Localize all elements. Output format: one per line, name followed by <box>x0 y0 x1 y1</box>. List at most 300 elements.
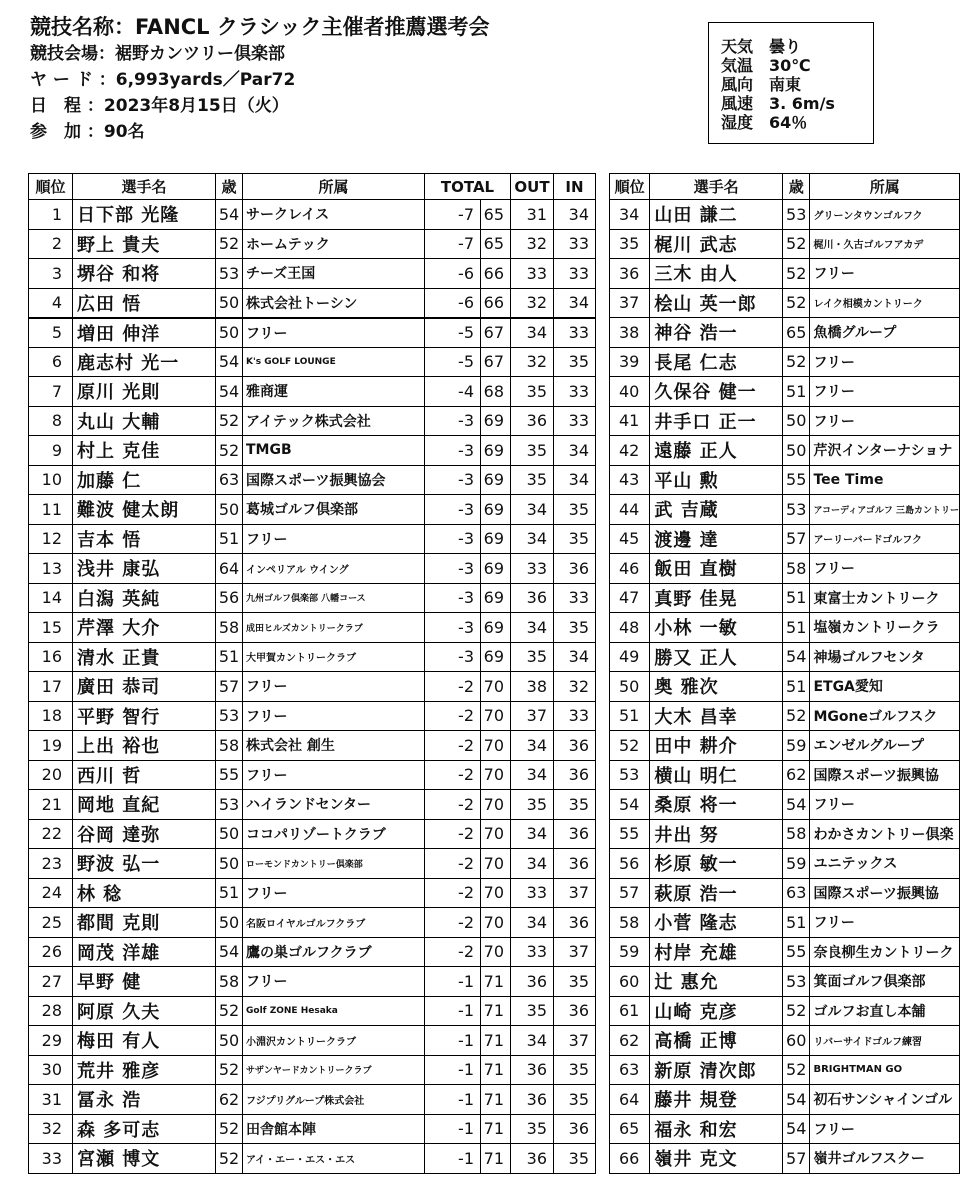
player-name: 林 稔 <box>73 878 216 908</box>
total-strokes: 70 <box>481 731 511 761</box>
competition-title: 競技名称：FANCL クラシック主催者推薦選考会 <box>30 15 490 39</box>
out-score: 36 <box>511 583 554 613</box>
total-score: -2 <box>425 908 481 938</box>
table-row <box>610 1026 960 1056</box>
age: 62 <box>782 760 809 790</box>
affiliation: 芹沢インターナショナ <box>810 436 960 466</box>
out-score: 34 <box>511 495 554 525</box>
affiliation: 神場ゴルフセンタ <box>810 642 960 672</box>
rank: 3 <box>29 259 73 289</box>
total-score: -1 <box>425 996 481 1026</box>
table-row <box>29 465 596 495</box>
col-affiliation: 所属 <box>243 174 425 200</box>
player-name: 真野 佳晃 <box>650 583 783 613</box>
out-score: 36 <box>511 1144 554 1174</box>
age: 52 <box>782 347 809 377</box>
player-name: 梅田 有人 <box>73 1026 216 1056</box>
rank: 9 <box>29 436 73 466</box>
age: 51 <box>782 583 809 613</box>
in-score: 36 <box>554 849 596 879</box>
age: 53 <box>782 200 809 230</box>
table-row <box>29 229 596 259</box>
table-row <box>29 731 596 761</box>
age: 52 <box>216 1114 243 1144</box>
total-strokes: 71 <box>481 1055 511 1085</box>
total-strokes: 68 <box>481 377 511 407</box>
in-score: 35 <box>554 1055 596 1085</box>
out-score: 32 <box>511 229 554 259</box>
affiliation: Golf ZONE Hesaka <box>243 996 425 1026</box>
player-name: 嶺井 克文 <box>650 1144 783 1174</box>
table-row <box>610 613 960 643</box>
weather-condition: 天気 曇り <box>721 37 802 56</box>
rank: 55 <box>610 819 650 849</box>
table-row <box>610 1114 960 1144</box>
player-name: 小菅 隆志 <box>650 908 783 938</box>
in-score: 35 <box>554 613 596 643</box>
affiliation: フリー <box>243 672 425 702</box>
age: 52 <box>782 996 809 1026</box>
total-score: -3 <box>425 613 481 643</box>
player-name: 野上 貴夫 <box>73 229 216 259</box>
total-strokes: 69 <box>481 436 511 466</box>
total-strokes: 71 <box>481 1026 511 1056</box>
rank: 53 <box>610 760 650 790</box>
total-score: -1 <box>425 1144 481 1174</box>
header-row <box>29 174 596 200</box>
player-name: 村岸 充雄 <box>650 937 783 967</box>
rank: 34 <box>610 200 650 230</box>
affiliation: サークレイス <box>243 200 425 230</box>
total-strokes: 70 <box>481 878 511 908</box>
total-score: -5 <box>425 347 481 377</box>
rank: 56 <box>610 849 650 879</box>
in-score: 36 <box>554 1114 596 1144</box>
age: 57 <box>782 1144 809 1174</box>
col-affiliation: 所属 <box>810 174 960 200</box>
affiliation: Tee Time <box>810 465 960 495</box>
affiliation: BRIGHTMAN GO <box>810 1055 960 1085</box>
rank: 51 <box>610 701 650 731</box>
total-strokes: 70 <box>481 849 511 879</box>
age: 51 <box>216 878 243 908</box>
rank: 27 <box>29 967 73 997</box>
age: 54 <box>216 377 243 407</box>
affiliation: インペリアル ウイング <box>243 554 425 584</box>
table-row <box>29 849 596 879</box>
table-row <box>610 554 960 584</box>
total-score: -3 <box>425 406 481 436</box>
player-name: 鹿志村 光一 <box>73 347 216 377</box>
affiliation: 大甲賀カントリークラブ <box>243 642 425 672</box>
player-name: 増田 伸洋 <box>73 318 216 348</box>
affiliation: 成田ヒルズカントリークラブ <box>243 613 425 643</box>
table-row <box>29 436 596 466</box>
participants-line: 参 加 ：90名 <box>30 122 145 142</box>
affiliation: グリーンタウンゴルフク <box>810 200 960 230</box>
age: 64 <box>216 554 243 584</box>
affiliation: MGoneゴルフスク <box>810 701 960 731</box>
in-score: 36 <box>554 554 596 584</box>
rank: 43 <box>610 465 650 495</box>
total-strokes: 69 <box>481 642 511 672</box>
table-row <box>610 347 960 377</box>
total-strokes: 71 <box>481 996 511 1026</box>
affiliation: サザンヤードカントリークラブ <box>243 1055 425 1085</box>
weather-wind-direction: 風向 南東 <box>721 75 802 94</box>
total-score: -7 <box>425 229 481 259</box>
rank: 41 <box>610 406 650 436</box>
age: 54 <box>216 347 243 377</box>
table-row <box>29 406 596 436</box>
in-score: 36 <box>554 731 596 761</box>
out-score: 35 <box>511 996 554 1026</box>
col-total: TOTAL <box>425 174 511 200</box>
in-score: 33 <box>554 583 596 613</box>
total-strokes: 70 <box>481 672 511 702</box>
rank: 44 <box>610 495 650 525</box>
age: 55 <box>782 465 809 495</box>
table-row <box>29 200 596 230</box>
total-score: -2 <box>425 937 481 967</box>
affiliation: 国際スポーツ振興協会 <box>243 465 425 495</box>
table-row <box>610 583 960 613</box>
affiliation: ハイランドセンター <box>243 790 425 820</box>
player-name: 冨永 浩 <box>73 1085 216 1115</box>
total-score: -3 <box>425 465 481 495</box>
rank: 4 <box>29 288 73 318</box>
rank: 37 <box>610 288 650 318</box>
table-row <box>29 1144 596 1174</box>
table-row <box>610 1055 960 1085</box>
rank: 21 <box>29 790 73 820</box>
player-name: 勝又 正人 <box>650 642 783 672</box>
in-score: 37 <box>554 1026 596 1056</box>
total-strokes: 71 <box>481 1144 511 1174</box>
age: 59 <box>782 849 809 879</box>
player-name: 芹澤 大介 <box>73 613 216 643</box>
out-score: 38 <box>511 672 554 702</box>
player-name: 長尾 仁志 <box>650 347 783 377</box>
player-name: 新原 清次郎 <box>650 1055 783 1085</box>
table-row <box>610 996 960 1026</box>
rank: 25 <box>29 908 73 938</box>
venue-line: 競技会場：裾野カンツリー倶楽部 <box>30 44 285 64</box>
weather-wind-speed: 風速 3. 6m/s <box>721 94 835 113</box>
in-score: 32 <box>554 672 596 702</box>
rank: 18 <box>29 701 73 731</box>
out-score: 34 <box>511 524 554 554</box>
out-score: 34 <box>511 760 554 790</box>
table-row <box>610 318 960 348</box>
in-score: 36 <box>554 996 596 1026</box>
player-name: 上出 裕也 <box>73 731 216 761</box>
out-score: 33 <box>511 937 554 967</box>
age: 50 <box>216 1026 243 1056</box>
col-in: IN <box>554 174 596 200</box>
age: 53 <box>782 967 809 997</box>
out-score: 33 <box>511 554 554 584</box>
total-strokes: 67 <box>481 318 511 348</box>
player-name: 加藤 仁 <box>73 465 216 495</box>
total-score: -2 <box>425 731 481 761</box>
age: 50 <box>782 406 809 436</box>
age: 50 <box>216 819 243 849</box>
rank: 30 <box>29 1055 73 1085</box>
table-row <box>610 937 960 967</box>
table-row <box>29 1055 596 1085</box>
total-strokes: 66 <box>481 259 511 289</box>
table-row <box>29 613 596 643</box>
col-rank: 順位 <box>29 174 73 200</box>
age: 52 <box>782 229 809 259</box>
affiliation: 東富士カントリーク <box>810 583 960 613</box>
in-score: 33 <box>554 406 596 436</box>
in-score: 34 <box>554 200 596 230</box>
out-score: 35 <box>511 377 554 407</box>
table-row <box>29 878 596 908</box>
age: 57 <box>216 672 243 702</box>
age: 52 <box>216 436 243 466</box>
table-row <box>29 495 596 525</box>
age: 63 <box>782 878 809 908</box>
rank: 2 <box>29 229 73 259</box>
player-name: 杉原 敏一 <box>650 849 783 879</box>
total-score: -3 <box>425 524 481 554</box>
rank: 28 <box>29 996 73 1026</box>
age: 52 <box>216 1144 243 1174</box>
rank: 66 <box>610 1144 650 1174</box>
affiliation: わかさカントリー倶楽 <box>810 819 960 849</box>
player-name: 平山 勲 <box>650 465 783 495</box>
rank: 31 <box>29 1085 73 1115</box>
affiliation: フリー <box>810 377 960 407</box>
player-name: 原川 光則 <box>73 377 216 407</box>
player-name: 谷岡 達弥 <box>73 819 216 849</box>
rank: 45 <box>610 524 650 554</box>
player-name: 野波 弘一 <box>73 849 216 879</box>
player-name: 岡地 直紀 <box>73 790 216 820</box>
affiliation: フリー <box>810 1114 960 1144</box>
in-score: 35 <box>554 1144 596 1174</box>
rank: 48 <box>610 613 650 643</box>
player-name: 早野 健 <box>73 967 216 997</box>
col-out: OUT <box>511 174 554 200</box>
age: 51 <box>216 524 243 554</box>
total-strokes: 71 <box>481 1085 511 1115</box>
rank: 29 <box>29 1026 73 1056</box>
in-score: 33 <box>554 377 596 407</box>
age: 52 <box>216 1055 243 1085</box>
table-row <box>29 1085 596 1115</box>
table-row <box>29 908 596 938</box>
table-row <box>29 583 596 613</box>
affiliation: 小淵沢カントリークラブ <box>243 1026 425 1056</box>
table-row <box>610 672 960 702</box>
player-name: 飯田 直樹 <box>650 554 783 584</box>
affiliation: アイテック株式会社 <box>243 406 425 436</box>
date-line: 日 程 ：2023年8月15日（火） <box>30 96 289 116</box>
player-name: 岡茂 洋雄 <box>73 937 216 967</box>
rank: 40 <box>610 377 650 407</box>
player-name: 渡邊 達 <box>650 524 783 554</box>
player-name: 清水 正貴 <box>73 642 216 672</box>
col-rank: 順位 <box>610 174 650 200</box>
table-row <box>610 259 960 289</box>
rank: 57 <box>610 878 650 908</box>
table-row <box>610 1085 960 1115</box>
in-score: 35 <box>554 347 596 377</box>
age: 54 <box>216 200 243 230</box>
total-score: -2 <box>425 760 481 790</box>
affiliation: アイ・エー・エス・エス <box>243 1144 425 1174</box>
affiliation: フリー <box>243 524 425 554</box>
total-strokes: 69 <box>481 613 511 643</box>
header-row <box>610 174 960 200</box>
out-score: 36 <box>511 967 554 997</box>
affiliation: 初石サンシャインゴル <box>810 1085 960 1115</box>
age: 56 <box>216 583 243 613</box>
weather-temperature: 気温 30℃ <box>721 56 811 75</box>
total-score: -1 <box>425 967 481 997</box>
table-row <box>610 200 960 230</box>
in-score: 35 <box>554 495 596 525</box>
age: 51 <box>782 377 809 407</box>
table-row <box>610 465 960 495</box>
yardage-line: ヤ ー ド ：6,993yards／Par72 <box>30 70 296 90</box>
out-score: 36 <box>511 1055 554 1085</box>
affiliation: フリー <box>243 760 425 790</box>
out-score: 35 <box>511 790 554 820</box>
player-name: 井出 努 <box>650 819 783 849</box>
player-name: 井手口 正一 <box>650 406 783 436</box>
player-name: 大木 昌幸 <box>650 701 783 731</box>
total-strokes: 70 <box>481 760 511 790</box>
table-row <box>29 701 596 731</box>
player-name: 遠藤 正人 <box>650 436 783 466</box>
affiliation: リバーサイドゴルフ練習 <box>810 1026 960 1056</box>
age: 52 <box>782 701 809 731</box>
rank: 38 <box>610 318 650 348</box>
table-row <box>610 760 960 790</box>
player-name: 桧山 英一郎 <box>650 288 783 318</box>
affiliation: フリー <box>810 347 960 377</box>
rank: 52 <box>610 731 650 761</box>
header <box>30 14 489 145</box>
age: 59 <box>782 731 809 761</box>
table-row <box>610 731 960 761</box>
affiliation: フリー <box>243 701 425 731</box>
out-score: 32 <box>511 288 554 318</box>
affiliation: ETGA愛知 <box>810 672 960 702</box>
total-strokes: 70 <box>481 819 511 849</box>
table-row <box>610 819 960 849</box>
rank: 59 <box>610 937 650 967</box>
player-name: 難波 健太朗 <box>73 495 216 525</box>
total-score: -2 <box>425 701 481 731</box>
rank: 60 <box>610 967 650 997</box>
rank: 23 <box>29 849 73 879</box>
age: 54 <box>782 1085 809 1115</box>
age: 54 <box>782 1114 809 1144</box>
affiliation: フリー <box>810 908 960 938</box>
rank: 22 <box>29 819 73 849</box>
affiliation: フリー <box>243 318 425 348</box>
rank: 36 <box>610 259 650 289</box>
player-name: 都間 克則 <box>73 908 216 938</box>
rank: 15 <box>29 613 73 643</box>
out-score: 35 <box>511 642 554 672</box>
col-age: 歳 <box>782 174 809 200</box>
affiliation: K's GOLF LOUNGE <box>243 347 425 377</box>
affiliation: 名阪ロイヤルゴルフクラブ <box>243 908 425 938</box>
age: 58 <box>782 554 809 584</box>
in-score: 34 <box>554 642 596 672</box>
out-score: 31 <box>511 200 554 230</box>
affiliation: 魚橋グループ <box>810 318 960 348</box>
age: 50 <box>216 288 243 318</box>
affiliation: ココパリゾートクラブ <box>243 819 425 849</box>
table-row <box>610 406 960 436</box>
in-score: 35 <box>554 790 596 820</box>
affiliation: チーズ王国 <box>243 259 425 289</box>
age: 55 <box>216 760 243 790</box>
out-score: 35 <box>511 465 554 495</box>
out-score: 34 <box>511 613 554 643</box>
total-strokes: 65 <box>481 200 511 230</box>
table-row <box>29 642 596 672</box>
affiliation: フリー <box>810 790 960 820</box>
age: 50 <box>216 849 243 879</box>
age: 51 <box>782 613 809 643</box>
rank: 50 <box>610 672 650 702</box>
player-name: 武 吉蔵 <box>650 495 783 525</box>
total-score: -2 <box>425 849 481 879</box>
total-strokes: 71 <box>481 1114 511 1144</box>
affiliation: フリー <box>810 554 960 584</box>
age: 50 <box>216 908 243 938</box>
player-name: 小林 一敏 <box>650 613 783 643</box>
in-score: 37 <box>554 878 596 908</box>
table-row <box>29 554 596 584</box>
affiliation: 鷹の巣ゴルフクラブ <box>243 937 425 967</box>
affiliation: ユニテックス <box>810 849 960 879</box>
out-score: 34 <box>511 849 554 879</box>
table-row <box>610 967 960 997</box>
rank: 6 <box>29 347 73 377</box>
out-score: 34 <box>511 318 554 348</box>
age: 62 <box>216 1085 243 1115</box>
in-score: 34 <box>554 288 596 318</box>
table-row <box>610 288 960 318</box>
out-score: 34 <box>511 731 554 761</box>
player-name: 村上 克佳 <box>73 436 216 466</box>
rank: 54 <box>610 790 650 820</box>
table-row <box>29 937 596 967</box>
rank: 12 <box>29 524 73 554</box>
rank: 10 <box>29 465 73 495</box>
player-name: 広田 悟 <box>73 288 216 318</box>
player-name: 荒井 雅彦 <box>73 1055 216 1085</box>
total-score: -5 <box>425 318 481 348</box>
rank: 14 <box>29 583 73 613</box>
out-score: 35 <box>511 436 554 466</box>
in-score: 34 <box>554 465 596 495</box>
age: 52 <box>782 259 809 289</box>
out-score: 34 <box>511 1026 554 1056</box>
age: 51 <box>216 642 243 672</box>
out-score: 37 <box>511 701 554 731</box>
